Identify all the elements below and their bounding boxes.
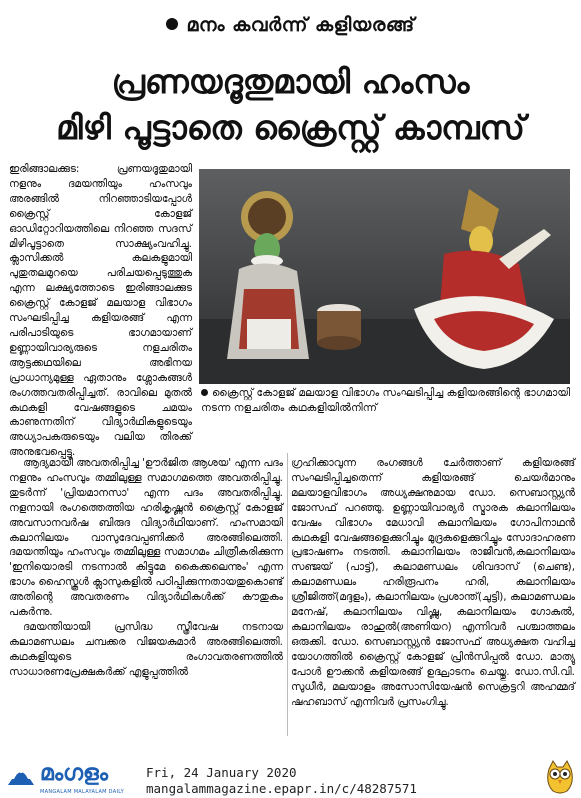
article-paragraph-3: ദമയന്തിയായി പ്രസിദ്ധ സ്ത്രീവേഷ നടനായ കലാമണ്ഡലം ചമ്പക്കര വിജയകുമാർ അരങ്ങിലെത്തി. കഥകളിയുടെ രംഗാവതരണത്തിൽ സാധാരണപ്രേക്ഷകർക്ക് എളുപ്പത്തിൽ [9,620,283,678]
logo-wordmark: മംഗളം [40,761,108,786]
article-column-3 [291,456,575,709]
caption-text: ക്രൈസ്റ്റ് കോളജ് മലയാള വിഭാഗം സംഘടിപ്പിച്ച കളിയരങ്ങിന്റെ ഭാഗമായി നടന്ന നളചരിതം കഥകളിയിൽനിന്ന് [201,387,571,414]
article-column-1 [9,162,192,460]
kathakali-photo [199,169,570,384]
edition-date: Fri, 24 January 2020 [146,765,297,780]
owl-icon[interactable] [545,759,575,795]
article-paragraph-2: ആദ്യമായി അവതരിപ്പിച്ച 'ഊർജിത ആശയ' എന്ന പദം നളനും ഹംസവും തമ്മിലുള്ള സമാഗമത്തെ അവതരിപ്പിച്ചു. തുടർന്ന് 'പ്രിയമാനസാ' എന്ന പദം അവതരിപ്പിച്ചു. നളനായി രംഗത്തെത്തിയ ഹരികൃഷ്ണൻ ക്രൈസ്റ്റ് കോളജ് അവസാനവർഷ ബിരുദ വിദ്യാർഥിയാണ്. ഹംസമായി കലാനിലയം വാസുദേവപ്പണിക്കർ അരങ്ങിലെത്തി. ദമയന്തിയും ഹംസവും തമ്മിലുള്ള സമാഗമം ചിത്രീകരിക്കുന്ന 'ഇനിയൊരടി നടന്നാൽ കിട്ടുമേ കൈക്കലെന്നും' എന്ന ഭാഗം ഹൈസ്കൂൾ ക്ലാസുകളിൽ പഠിപ്പിക്കുന്നതായതുകൊണ്ട് അതിന്റെ അവതരണം വിദ്യാർഥികൾക്ക് കൗതുകം പകർന്നു. [9,457,283,619]
column-divider [287,453,288,736]
mangalam-logo[interactable] [6,761,126,795]
headline-line-2: മിഴി പൂട്ടാതെ ക്രൈസ്റ്റ് കാമ്പസ് [56,108,525,147]
logo-tagline: MANGALAM MALAYALAM DAILY [40,789,125,795]
kicker-text: മനം കവർന്ന് കളിയരങ്ങ് [186,14,415,36]
bullet-icon [166,18,178,30]
caption-bullet-icon [201,389,208,396]
logo-lamp-icon [6,765,36,787]
kathakali-photo-graphic [199,169,570,384]
article-column-2 [9,456,283,680]
photo-caption [201,386,573,415]
kicker [0,14,581,36]
epaper-footer [0,757,581,798]
article-paragraph-4: ഗ്രഹിക്കാവുന്ന രംഗങ്ങൾ ചേർത്താണ് കളിയരങ്ങ് സംഘടിപ്പിച്ചതെന്ന് കളിയരങ്ങ് ചെയർമാനും മലയാളവിഭാഗം അധ്യക്ഷനുമായ ഡോ. സെബാസ്റ്റ്യൻ ജോസഫ് പറഞ്ഞു. ഉണ്ണായിവാര്യർ സ്മാരക കലാനിലയം വേഷം വിഭാഗം മേധാവി കലാനിലയം ഗോപിനാഥൻ കഥകളി വേഷങ്ങളെക്കുറിച്ചും മുദ്രകളെക്കുറിച്ചും സോദാഹരണ പ്രഭാഷണം നടത്തി. കലാനിലയം രാജീവൻ,കലാനിലയം സഞ്ജയ് (പാട്ട്), കലാമണ്ഡലം ശിവദാസ് (ചെണ്ട), കലാമണ്ഡലം ഹരിരൂപനം ഹരി, കലാനിലയം ശ്രീജിത്ത്(മദ്ദളം), കലാനിലയം പ്രശാന്ത്(ചുട്ടി), കലാമണ്ഡലം മനേഷ്, കലാനിലയം വിഷ്ണു, കലാനിലയം ഗോകുൽ, കലാനിലയം രാഹുൽ(അണിയറ) എന്നിവർ പശ്ചാത്തലം ഒരുക്കി. ഡോ. സെബാസ്റ്റ്യൻ ജോസഫ് അധ്യക്ഷത വഹിച്ച യോഗത്തിൽ ക്രൈസ്റ്റ് കോളജ് പ്രിൻസിപ്പൽ ഡോ. മാത്യു പോൾ ഊക്കൻ കളിയരങ്ങ് ഉദ്ഘാടനം ചെയ്തു. ഡോ.സി.വി. സുധീർ, മലയാളം അസോസിയേഷൻ സെക്രട്ടറി അഹമ്മദ് ഷഹബാസ് എന്നിവർ പ്രസംഗിച്ചു. [291,457,575,708]
headline-line-1: പ്രണയദൂതുമായി ഹംസം [111,62,470,101]
article-paragraph-1: ഇരിങ്ങാലക്കുട: പ്രണയദൂതുമായി നളനും ദമയന്തിയും ഹംസവും അരങ്ങിൽ നിറഞ്ഞാടിയപ്പോൾ ക്രൈസ്റ്റ് കോളജ് ഓഡിറ്റോറിയത്തിലെ നിറഞ്ഞ സദസ് മിഴിപൂട്ടാതെ സാക്ഷ്യംവഹിച്ചു. ക്ലാസിക്കൽ കലകളുമായി പുതുതലമുറയെ പരിചയപ്പെടുത്തുക എന്ന ലക്ഷ്യത്തോടെ ഇരിങ്ങാലക്കുട ക്രൈസ്റ്റ് കോളജ് മലയാള വിഭാഗം സംഘടിപ്പിച്ച കളിയരങ്ങ് എന്ന പരിപാടിയുടെ ഭാഗമായാണ് ഉണ്ണായിവാര്യരുടെ നളചരിതം ആട്ടക്കഥയിലെ അഭിനയ പ്രാധാന്യമുള്ള ഏതാനും ശ്ലോകങ്ങൾ രംഗത്തവതരിപ്പിച്ചത്. രാവിലെ മുതൽ കഥകളി വേഷങ്ങളുടെ ചമയം കാണുന്നതിന് വിദ്യാർഥികളുടെയും അധ്യാപകരുടെയും വലിയ തിരക്ക് അനുഭവപ്പെട്ടു. [9,163,192,459]
edition-url[interactable]: mangalammagazine.epapr.in/c/48287571 [146,781,417,796]
